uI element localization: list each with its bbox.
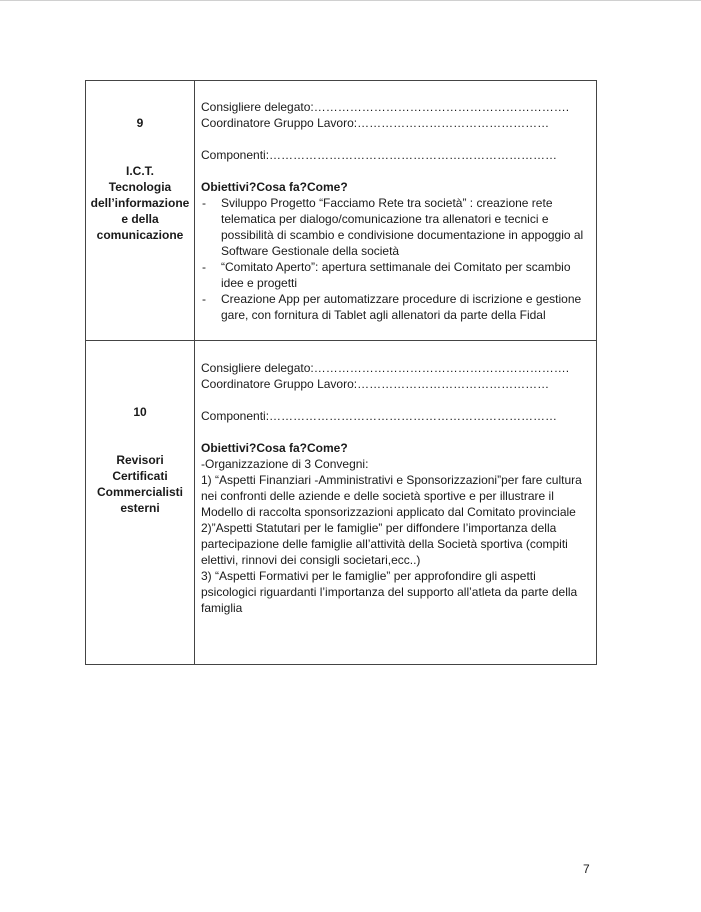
area-name-line: esterni <box>120 501 160 515</box>
row-number: 10 <box>133 405 147 419</box>
list-item: - Sviluppo Progetto “Facciamo Rete tra società” : creazione rete telematica per dialogo/comunicazione tra allenatori e tecnici e possibilità di scambio e condivisione documentazione in appoggio al Software Gestionale della società <box>201 195 592 259</box>
details-cell <box>195 341 597 665</box>
top-rule <box>0 0 701 1</box>
area-name-line: I.C.T. <box>125 164 154 178</box>
area-name-line: Certificati <box>112 469 168 483</box>
coordinatore-line: Coordinatore Gruppo Lavoro:………………………………………… <box>201 116 550 130</box>
objectives-list <box>201 195 592 323</box>
details-cell <box>195 81 597 341</box>
area-name-line: comunicazione <box>96 228 184 242</box>
area-cell <box>86 81 195 341</box>
consigliere-line: Consigliere delegato:………………………………………………………. <box>201 100 570 114</box>
area-name-line: Commercialisti <box>96 485 184 499</box>
componenti-line: Componenti:……………………………………………………………… <box>201 148 558 162</box>
convegno-paragraph: 3) “Aspetti Formativi per le famiglie” per approfondire gli aspetti psicologici riguardanti l’importanza del supporto all’atleta da parte della famiglia <box>201 569 578 615</box>
list-item: - Creazione App per automatizzare procedure di iscrizione e gestione gare, con fornitura di Tablet agli allenatori da parte della Fidal <box>201 291 592 323</box>
area-name-line: Tecnologia <box>108 180 172 194</box>
row-number: 9 <box>136 116 144 130</box>
table-row <box>86 341 597 665</box>
coordinatore-line: Coordinatore Gruppo Lavoro:………………………………………… <box>201 377 550 391</box>
area-cell <box>86 341 195 665</box>
convegno-paragraph: 1) “Aspetti Finanziari -Amministrativi e Sponsorizzazioni”per fare cultura nei confronti delle aziende e delle società sportive e per illustrare il Modello di raccolta sponsorizzazioni applicato dal Comitato provinciale <box>201 473 582 519</box>
area-name-line: dell’informazione <box>90 196 190 210</box>
area-name-line: e della <box>121 212 159 226</box>
list-item: - “Comitato Aperto”: apertura settimanale dei Comitato per scambio idee e progetti <box>201 259 592 291</box>
obiettivi-heading: Obiettivi?Cosa fa?Come? <box>201 441 348 455</box>
convegni-intro: -Organizzazione di 3 Convegni: <box>201 457 369 471</box>
area-name-line: Revisori <box>116 453 164 467</box>
consigliere-line: Consigliere delegato:………………………………………………………. <box>201 361 570 375</box>
obiettivi-heading: Obiettivi?Cosa fa?Come? <box>201 180 348 194</box>
convegno-paragraph: 2)”Aspetti Statutari per le famiglie” per diffondere l’importanza della partecipazione delle famiglie all’attività della Società sportiva (compiti elettivi, rinnovi dei consigli societari,ecc..) <box>201 521 568 567</box>
componenti-line: Componenti:……………………………………………………………… <box>201 409 558 423</box>
committees-table <box>85 80 597 665</box>
table-row <box>86 81 597 341</box>
page-number: 7 <box>583 862 590 876</box>
